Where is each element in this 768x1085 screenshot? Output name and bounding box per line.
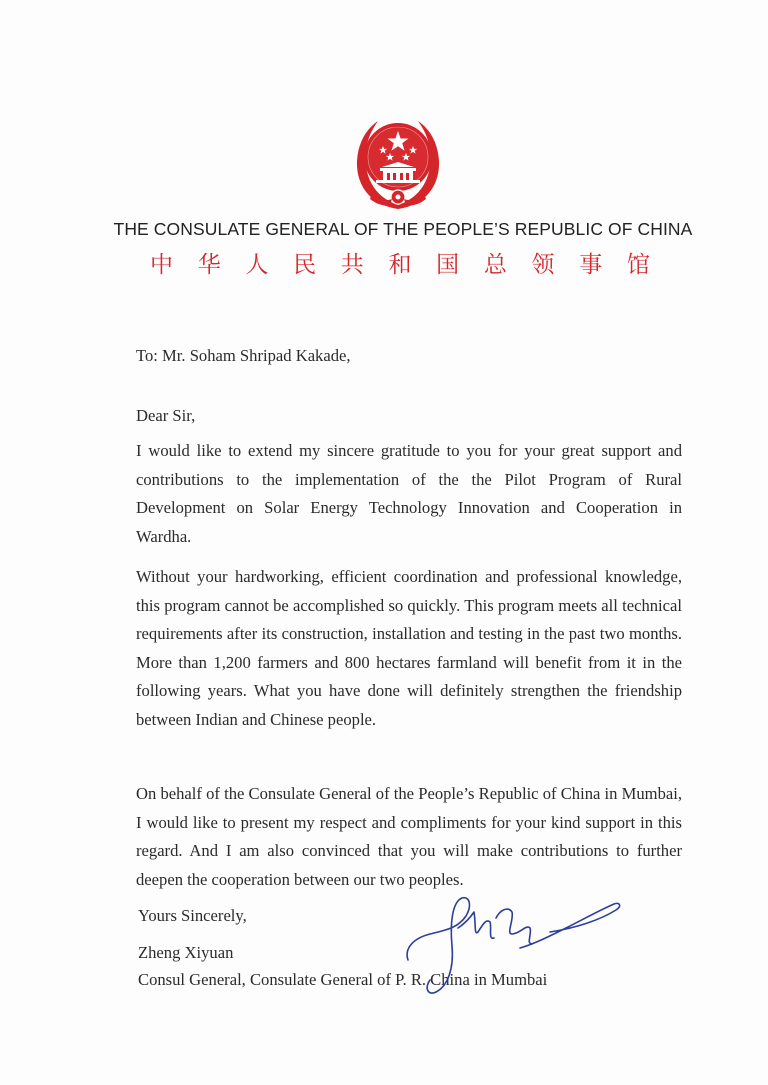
- letterhead-char: 共: [340, 252, 364, 278]
- signer-name: Zheng Xiyuan: [138, 943, 234, 962]
- paragraph-2: Without your hardworking, efficient coordination and professional knowledge, this program cannot be accomplished so quickly. This program meets all technical requirements after its construction, installation and testing in the past two months. More than 1,200 farmers and 800 hectares farmland will benefit from it in the following years. What you have done will definitely strengthen the friendship between Indian and Chinese people.: [136, 567, 682, 729]
- letterhead-chinese: [150, 254, 650, 277]
- signer-title: Consul General, Consulate General of P. R. China in Mumbai: [138, 970, 548, 989]
- national-emblem-icon: [352, 113, 444, 213]
- closing-line: Yours Sincerely,: [138, 906, 247, 925]
- recipient-line: To: Mr. Soham Shripad Kakade,: [136, 346, 351, 365]
- letterhead-char: 国: [436, 252, 460, 278]
- letterhead-char: 人: [245, 252, 269, 278]
- paragraph-1: I would like to extend my sincere gratitude to you for your great support and contributions to the implementation of the the Pilot Program of Rural Development on Solar Energy Technology Innovation and Cooperation in Wardha.: [136, 441, 682, 546]
- salutation: Dear Sir,: [136, 406, 196, 425]
- letterhead-char: 领: [531, 252, 555, 278]
- letterhead-char: 华: [197, 252, 221, 278]
- letterhead-char: 民: [293, 252, 317, 278]
- letterhead-char: 事: [579, 252, 603, 278]
- letterhead-char: 总: [483, 252, 507, 278]
- paragraph-3: On behalf of the Consulate General of the People’s Republic of China in Mumbai, I would like to present my respect and compliments for your kind support in this regard. And I am also convinced that you will make contributions to further deepen the cooperation between our two peoples.: [136, 784, 682, 889]
- letterhead-char: 馆: [626, 252, 650, 278]
- letterhead-english: THE CONSULATE GENERAL OF THE PEOPLE’S REPUBLIC OF CHINA: [113, 219, 693, 239]
- letterhead-char: 中: [150, 252, 173, 278]
- letterhead-char: 和: [388, 252, 412, 278]
